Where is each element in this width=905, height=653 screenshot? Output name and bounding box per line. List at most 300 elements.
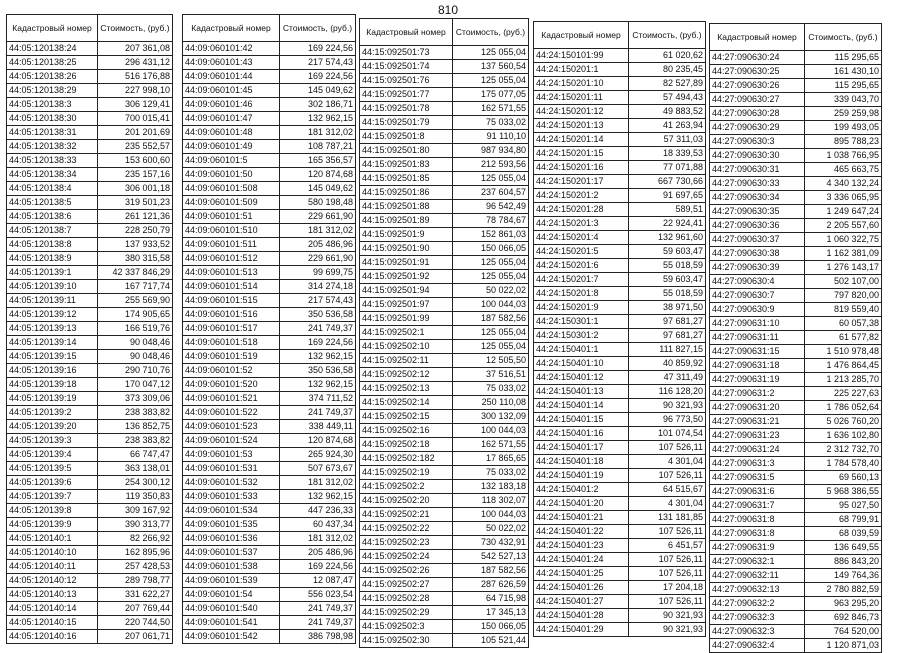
cost-cell: 66 747,47 <box>98 448 173 462</box>
cadastral-number-cell: 44:05:120140:1 <box>7 532 98 546</box>
cost-cell: 125 055,04 <box>453 270 529 284</box>
cadastral-number-cell: 44:27:090631:10 <box>710 317 805 331</box>
cadastral-number-cell: 44:24:150201:3 <box>534 217 629 231</box>
table-row <box>7 504 173 518</box>
cadastral-number-cell: 44:24:150201:2 <box>534 189 629 203</box>
cost-cell: 150 066,05 <box>453 620 529 634</box>
cadastral-number-cell: 44:05:120139:8 <box>7 504 98 518</box>
cost-cell: 225 227,63 <box>805 387 882 401</box>
cadastral-number-cell: 44:24:150301:1 <box>534 315 629 329</box>
table-row <box>710 401 882 415</box>
cost-cell: 90 321,93 <box>629 609 706 623</box>
cost-cell: 17 345,13 <box>453 606 529 620</box>
cost-cell: 165 356,57 <box>280 154 356 168</box>
cost-cell: 201 201,69 <box>98 126 173 140</box>
cadastral-number-cell: 44:05:120139:16 <box>7 364 98 378</box>
table-row <box>7 322 173 336</box>
cost-cell: 137 933,52 <box>98 238 173 252</box>
cost-cell: 238 383,82 <box>98 434 173 448</box>
cost-cell: 78 784,67 <box>453 214 529 228</box>
cost-cell: 373 309,06 <box>98 392 173 406</box>
cadastral-number-cell: 44:05:120139:13 <box>7 322 98 336</box>
cadastral-number-cell: 44:05:120139:5 <box>7 462 98 476</box>
cadastral-number-cell: 44:24:150401:16 <box>534 427 629 441</box>
cadastral-number-cell: 44:24:150201:9 <box>534 301 629 315</box>
cost-cell: 235 552,57 <box>98 140 173 154</box>
cost-cell: 41 263,94 <box>629 119 706 133</box>
cadastral-number-cell: 44:09:060101:531 <box>183 462 280 476</box>
table-row <box>534 49 706 63</box>
cadastral-number-cell: 44:27:090630:30 <box>710 149 805 163</box>
cost-cell: 166 519,76 <box>98 322 173 336</box>
cost-cell: 205 486,96 <box>280 238 356 252</box>
cadastral-number-cell: 44:27:090630:33 <box>710 177 805 191</box>
table-row <box>7 406 173 420</box>
table-row <box>183 154 356 168</box>
table-row <box>183 112 356 126</box>
table-row <box>360 368 529 382</box>
cost-cell: 181 312,02 <box>280 476 356 490</box>
cost-cell: 50 022,02 <box>453 522 529 536</box>
table-row <box>183 42 356 56</box>
table-row <box>183 98 356 112</box>
cadastral-number-cell: 44:24:150401:19 <box>534 469 629 483</box>
cadastral-number-cell: 44:27:090631:20 <box>710 401 805 415</box>
table-row <box>534 133 706 147</box>
cadastral-number-cell: 44:05:120138:3 <box>7 98 98 112</box>
cadastral-number-cell: 44:09:060101:510 <box>183 224 280 238</box>
table-row <box>534 147 706 161</box>
cadastral-number-cell: 44:15:092501:73 <box>360 46 453 60</box>
cost-cell: 90 321,93 <box>629 399 706 413</box>
cost-cell: 1 213 285,70 <box>805 373 882 387</box>
cost-cell: 132 962,15 <box>280 490 356 504</box>
cost-cell: 331 622,27 <box>98 588 173 602</box>
table-row <box>7 308 173 322</box>
table-row <box>710 429 882 443</box>
table-row <box>360 396 529 410</box>
table-row <box>360 312 529 326</box>
cadastral-number-cell: 44:15:092502:182 <box>360 452 453 466</box>
cost-cell: 227 998,10 <box>98 84 173 98</box>
cadastral-number-cell: 44:24:150201:17 <box>534 175 629 189</box>
table-row <box>534 357 706 371</box>
table-row <box>360 228 529 242</box>
table-row <box>7 112 173 126</box>
table-row <box>183 70 356 84</box>
cadastral-number-cell: 44:24:150401:1 <box>534 343 629 357</box>
table-row <box>360 102 529 116</box>
cadastral-number-cell: 44:05:120140:10 <box>7 546 98 560</box>
table-header-row <box>534 22 706 49</box>
cost-cell: 115 295,65 <box>805 79 882 93</box>
cost-cell: 97 681,27 <box>629 315 706 329</box>
cost-cell: 169 224,56 <box>280 70 356 84</box>
table-row <box>360 284 529 298</box>
table-row <box>7 574 173 588</box>
cadastral-number-cell: 44:15:092501:79 <box>360 116 453 130</box>
cost-cell: 136 649,55 <box>805 541 882 555</box>
cost-cell: 169 224,56 <box>280 560 356 574</box>
cost-cell: 338 449,11 <box>280 420 356 434</box>
cost-cell: 287 626,59 <box>453 578 529 592</box>
table-row <box>534 427 706 441</box>
cost-cell: 207 061,71 <box>98 630 173 644</box>
table-row <box>183 476 356 490</box>
cadastral-number-cell: 44:15:092502:27 <box>360 578 453 592</box>
cadastral-number-cell: 44:27:090630:7 <box>710 289 805 303</box>
cadastral-number-cell: 44:09:060101:44 <box>183 70 280 84</box>
cost-cell: 59 603,47 <box>629 273 706 287</box>
table-row <box>534 119 706 133</box>
table-row <box>360 116 529 130</box>
cost-cell: 61 020,62 <box>629 49 706 63</box>
table-row <box>183 266 356 280</box>
cost-cell: 542 527,13 <box>453 550 529 564</box>
cost-cell: 60 057,38 <box>805 317 882 331</box>
cost-cell: 115 295,65 <box>805 51 882 65</box>
table-row <box>7 98 173 112</box>
cost-cell: 1 636 102,80 <box>805 429 882 443</box>
cadastral-number-cell: 44:24:150201:14 <box>534 133 629 147</box>
table-row <box>360 60 529 74</box>
cadastral-number-cell: 44:05:120139:3 <box>7 434 98 448</box>
cadastral-number-cell: 44:09:060101:524 <box>183 434 280 448</box>
cadastral-number-cell: 44:27:090630:27 <box>710 93 805 107</box>
cadastral-number-cell: 44:27:090630:9 <box>710 303 805 317</box>
cost-cell: 1 162 381,09 <box>805 247 882 261</box>
cost-cell: 125 055,04 <box>453 326 529 340</box>
cadastral-number-cell: 44:05:120138:34 <box>7 168 98 182</box>
table-row <box>183 56 356 70</box>
table-row <box>360 606 529 620</box>
cost-cell: 111 827,15 <box>629 343 706 357</box>
table-header-row <box>7 15 173 42</box>
cost-cell: 319 501,23 <box>98 196 173 210</box>
cadastral-number-cell: 44:05:120139:6 <box>7 476 98 490</box>
cadastral-number-cell: 44:27:090631:2 <box>710 387 805 401</box>
cadastral-table-5 <box>709 23 882 653</box>
table-row <box>710 219 882 233</box>
cadastral-number-cell: 44:24:150401:25 <box>534 567 629 581</box>
cadastral-number-cell: 44:27:090632:11 <box>710 569 805 583</box>
cadastral-number-cell: 44:24:150201:10 <box>534 77 629 91</box>
table-row <box>7 42 173 56</box>
cadastral-number-cell: 44:09:060101:540 <box>183 602 280 616</box>
cadastral-number-cell: 44:15:092501:76 <box>360 74 453 88</box>
table-row <box>534 371 706 385</box>
cadastral-number-cell: 44:15:092501:94 <box>360 284 453 298</box>
table-row <box>7 588 173 602</box>
table-row <box>183 504 356 518</box>
cost-cell: 61 577,82 <box>805 331 882 345</box>
table-row <box>710 569 882 583</box>
table-row <box>7 616 173 630</box>
cost-cell: 302 186,71 <box>280 98 356 112</box>
table-row <box>710 373 882 387</box>
table-row <box>7 462 173 476</box>
cost-cell: 350 536,58 <box>280 308 356 322</box>
cost-cell: 125 055,04 <box>453 256 529 270</box>
cost-cell: 819 559,40 <box>805 303 882 317</box>
cadastral-number-cell: 44:24:150201:7 <box>534 273 629 287</box>
cost-cell: 987 934,80 <box>453 144 529 158</box>
cost-cell: 12 505,50 <box>453 354 529 368</box>
cadastral-number-cell: 44:24:150401:17 <box>534 441 629 455</box>
cost-cell: 235 157,16 <box>98 168 173 182</box>
cadastral-number-cell: 44:09:060101:509 <box>183 196 280 210</box>
cost-cell: 1 476 864,45 <box>805 359 882 373</box>
cadastral-number-cell: 44:15:092501:86 <box>360 186 453 200</box>
table-row <box>534 91 706 105</box>
cadastral-number-cell: 44:15:092502:14 <box>360 396 453 410</box>
cadastral-number-cell: 44:27:090630:35 <box>710 205 805 219</box>
table-row <box>360 452 529 466</box>
table-row <box>534 385 706 399</box>
cost-cell: 57 494,43 <box>629 91 706 105</box>
cost-cell: 120 874,68 <box>280 168 356 182</box>
cost-cell: 149 764,36 <box>805 569 882 583</box>
cost-cell: 75 033,02 <box>453 116 529 130</box>
cost-cell: 153 600,60 <box>98 154 173 168</box>
cadastral-table-4 <box>533 21 706 637</box>
cost-cell: 57 311,03 <box>629 133 706 147</box>
cadastral-number-cell: 44:27:090630:28 <box>710 107 805 121</box>
cost-cell: 120 874,68 <box>280 434 356 448</box>
cadastral-number-cell: 44:15:092502:10 <box>360 340 453 354</box>
cadastral-number-cell: 44:05:120139:18 <box>7 378 98 392</box>
cadastral-number-cell: 44:05:120138:30 <box>7 112 98 126</box>
cadastral-number-cell: 44:09:060101:53 <box>183 448 280 462</box>
cadastral-number-cell: 44:27:090630:24 <box>710 51 805 65</box>
cost-cell: 18 339,53 <box>629 147 706 161</box>
cost-cell: 217 574,43 <box>280 56 356 70</box>
cost-cell: 91 697,65 <box>629 189 706 203</box>
table-row <box>7 364 173 378</box>
cost-cell: 100 044,03 <box>453 508 529 522</box>
cadastral-number-cell: 44:27:090632:3 <box>710 611 805 625</box>
table-row <box>534 287 706 301</box>
cost-cell: 255 569,90 <box>98 294 173 308</box>
table-row <box>710 121 882 135</box>
cadastral-number-cell: 44:09:060101:542 <box>183 630 280 644</box>
cost-cell: 895 788,23 <box>805 135 882 149</box>
table-row <box>360 424 529 438</box>
cost-cell: 700 015,41 <box>98 112 173 126</box>
cost-cell: 69 560,13 <box>805 471 882 485</box>
cost-cell: 131 181,85 <box>629 511 706 525</box>
cost-cell: 181 312,02 <box>280 224 356 238</box>
cadastral-number-cell: 44:15:092501:97 <box>360 298 453 312</box>
table-row <box>7 476 173 490</box>
cadastral-number-cell: 44:05:120139:4 <box>7 448 98 462</box>
table-row <box>710 51 882 65</box>
table-row <box>7 224 173 238</box>
table-row <box>7 518 173 532</box>
cost-cell: 229 661,90 <box>280 210 356 224</box>
table-row <box>7 560 173 574</box>
cadastral-number-cell: 44:15:092502:26 <box>360 564 453 578</box>
cost-cell: 107 526,11 <box>629 441 706 455</box>
table-row <box>534 329 706 343</box>
table-row <box>360 592 529 606</box>
cadastral-number-cell: 44:15:092502:13 <box>360 382 453 396</box>
table-row <box>710 625 882 639</box>
cadastral-number-cell: 44:15:092502:11 <box>360 354 453 368</box>
table-row <box>360 88 529 102</box>
table-row <box>534 259 706 273</box>
cadastral-number-cell: 44:15:092502:20 <box>360 494 453 508</box>
cost-cell: 119 350,83 <box>98 490 173 504</box>
cost-cell: 667 730,66 <box>629 175 706 189</box>
cost-cell: 207 769,44 <box>98 602 173 616</box>
cost-cell: 2 780 882,59 <box>805 583 882 597</box>
cadastral-number-cell: 44:27:090630:39 <box>710 261 805 275</box>
cost-cell: 363 138,01 <box>98 462 173 476</box>
cost-cell: 105 521,44 <box>453 634 529 648</box>
table-row <box>710 345 882 359</box>
table-row <box>534 623 706 637</box>
cost-cell: 502 107,00 <box>805 275 882 289</box>
cadastral-number-cell: 44:05:120139:14 <box>7 336 98 350</box>
table-row <box>7 532 173 546</box>
cost-cell: 241 749,37 <box>280 406 356 420</box>
table-row <box>183 602 356 616</box>
cadastral-number-cell: 44:09:060101:533 <box>183 490 280 504</box>
table-row <box>710 275 882 289</box>
cadastral-number-cell: 44:05:120139:9 <box>7 518 98 532</box>
table-row <box>183 350 356 364</box>
cost-cell: 107 526,11 <box>629 595 706 609</box>
cost-cell: 95 027,50 <box>805 499 882 513</box>
table-row <box>534 455 706 469</box>
header-cost: Стоимость, (руб.) <box>98 15 173 42</box>
cadastral-number-cell: 44:05:120140:15 <box>7 616 98 630</box>
cadastral-number-cell: 44:24:150401:20 <box>534 497 629 511</box>
cost-cell: 306 129,41 <box>98 98 173 112</box>
table-row <box>183 168 356 182</box>
cadastral-number-cell: 44:15:092502:18 <box>360 438 453 452</box>
cost-cell: 82 266,92 <box>98 532 173 546</box>
cost-cell: 59 603,47 <box>629 245 706 259</box>
header-cost: Стоимость, (руб.) <box>453 19 529 46</box>
table-row <box>534 609 706 623</box>
cadastral-number-cell: 44:15:092502:24 <box>360 550 453 564</box>
cost-cell: 447 236,33 <box>280 504 356 518</box>
table-row <box>7 294 173 308</box>
header-cost: Стоимость, (руб.) <box>280 15 356 42</box>
cost-cell: 1 510 978,48 <box>805 345 882 359</box>
cost-cell: 296 431,12 <box>98 56 173 70</box>
cadastral-number-cell: 44:09:060101:45 <box>183 84 280 98</box>
cadastral-number-cell: 44:15:092501:99 <box>360 312 453 326</box>
cost-cell: 162 571,55 <box>453 438 529 452</box>
cost-cell: 169 224,56 <box>280 336 356 350</box>
cadastral-number-cell: 44:24:150401:22 <box>534 525 629 539</box>
cost-cell: 241 749,37 <box>280 602 356 616</box>
cadastral-number-cell: 44:24:150401:12 <box>534 371 629 385</box>
table-row <box>183 406 356 420</box>
cadastral-number-cell: 44:24:150201:12 <box>534 105 629 119</box>
cost-cell: 380 315,58 <box>98 252 173 266</box>
table-row <box>183 448 356 462</box>
table-row <box>710 387 882 401</box>
cost-cell: 199 493,05 <box>805 121 882 135</box>
cadastral-number-cell: 44:27:090630:29 <box>710 121 805 135</box>
table-row <box>7 252 173 266</box>
table-row <box>534 497 706 511</box>
table-row <box>183 490 356 504</box>
cadastral-number-cell: 44:09:060101:42 <box>183 42 280 56</box>
cost-cell: 241 749,37 <box>280 616 356 630</box>
cost-cell: 580 198,48 <box>280 196 356 210</box>
cost-cell: 290 710,76 <box>98 364 173 378</box>
table-row <box>7 126 173 140</box>
table-row <box>183 182 356 196</box>
cadastral-number-cell: 44:09:060101:520 <box>183 378 280 392</box>
cadastral-number-cell: 44:27:090632:13 <box>710 583 805 597</box>
table-row <box>534 539 706 553</box>
cost-cell: 229 661,90 <box>280 252 356 266</box>
table-row <box>7 378 173 392</box>
header-cost: Стоимость, (руб.) <box>805 24 882 51</box>
cost-cell: 228 250,79 <box>98 224 173 238</box>
table-row <box>534 511 706 525</box>
cadastral-number-cell: 44:27:090630:38 <box>710 247 805 261</box>
cadastral-number-cell: 44:15:092501:89 <box>360 214 453 228</box>
table-row <box>7 336 173 350</box>
cadastral-number-cell: 44:27:090631:18 <box>710 359 805 373</box>
cadastral-number-cell: 44:24:150401:21 <box>534 511 629 525</box>
table-row <box>360 382 529 396</box>
cost-cell: 289 798,77 <box>98 574 173 588</box>
cost-cell: 132 962,15 <box>280 378 356 392</box>
cost-cell: 261 121,36 <box>98 210 173 224</box>
table-row <box>710 415 882 429</box>
cost-cell: 465 663,75 <box>805 163 882 177</box>
table-row <box>710 233 882 247</box>
cadastral-number-cell: 44:24:150401:18 <box>534 455 629 469</box>
table-row <box>534 175 706 189</box>
table-row <box>360 466 529 480</box>
cadastral-number-cell: 44:09:060101:50 <box>183 168 280 182</box>
cost-cell: 181 312,02 <box>280 532 356 546</box>
cost-cell: 339 043,70 <box>805 93 882 107</box>
table-row <box>710 443 882 457</box>
table-row <box>183 196 356 210</box>
cost-cell: 132 962,15 <box>280 350 356 364</box>
table-row <box>183 462 356 476</box>
cadastral-number-cell: 44:09:060101:523 <box>183 420 280 434</box>
cost-cell: 309 167,92 <box>98 504 173 518</box>
cadastral-number-cell: 44:09:060101:511 <box>183 238 280 252</box>
cost-cell: 100 044,03 <box>453 424 529 438</box>
table-row <box>183 574 356 588</box>
cadastral-number-cell: 44:09:060101:534 <box>183 504 280 518</box>
table-row <box>183 518 356 532</box>
cadastral-number-cell: 44:09:060101:522 <box>183 406 280 420</box>
table-row <box>360 256 529 270</box>
cadastral-number-cell: 44:09:060101:512 <box>183 252 280 266</box>
cadastral-number-cell: 44:24:150401:24 <box>534 553 629 567</box>
cost-cell: 107 526,11 <box>629 469 706 483</box>
cost-cell: 1 038 766,95 <box>805 149 882 163</box>
table-row <box>710 317 882 331</box>
table-row <box>534 581 706 595</box>
cadastral-number-cell: 44:05:120140:12 <box>7 574 98 588</box>
cadastral-number-cell: 44:24:150401:15 <box>534 413 629 427</box>
table-row <box>710 163 882 177</box>
